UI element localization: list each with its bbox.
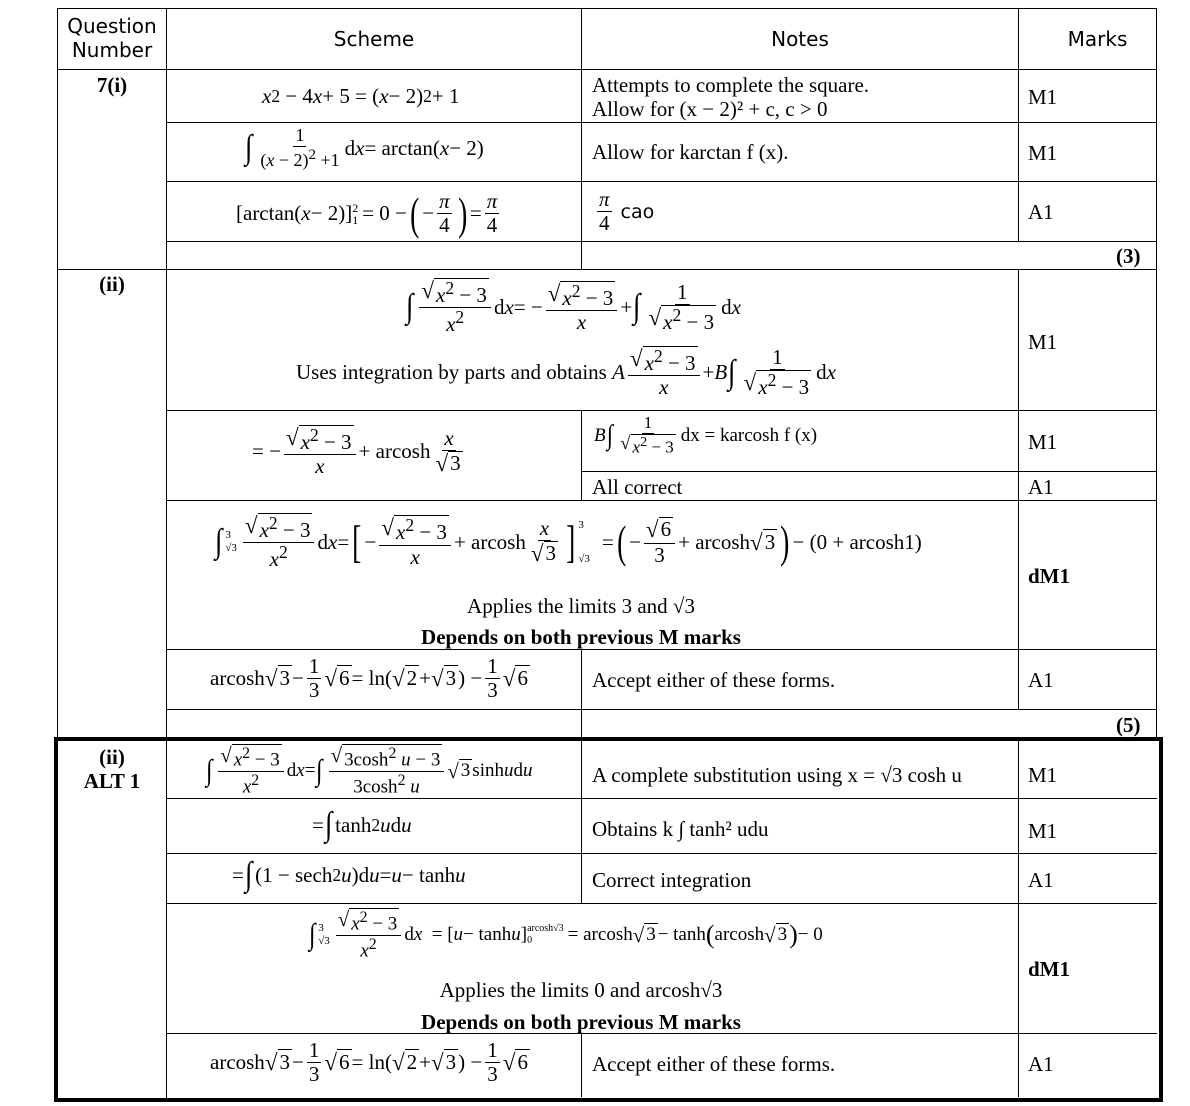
- note-7i-row3: $\frac{\pi}{4}$ cao: [599, 187, 655, 236]
- mark-7ii-row2b: A1: [1028, 475, 1054, 499]
- scheme-7ii-row4: arcosh √ 3 − $\frac{1}{3}$ √ 6 = ln( √ 2 + √ 3 ) − $\frac{1}{3}$ √ 6: [210, 654, 528, 703]
- scheme-7i-row3: [arctan( x − 2)] 2 1 = 0 − ( − $\frac{\pi}{4}$ ) = $\frac{\pi}{4}$: [236, 187, 498, 239]
- mark-7i-row3: A1: [1028, 200, 1054, 224]
- header-scheme: Scheme: [333, 27, 415, 51]
- mark-7ii-row1: M1: [1028, 330, 1058, 354]
- total-7i: (3): [1116, 244, 1141, 268]
- mark-alt1-row3: A1: [1028, 868, 1054, 892]
- scheme-alt1-row5: arcosh √ 3 − $\frac{1}{3}$ √ 6 = ln( √ 2 + √ 3 ) − $\frac{1}{3}$ √ 6: [210, 1038, 528, 1087]
- note-7i-row1: Attempts to complete the square. Allow for (x − 2)² + c, c > 0: [592, 73, 870, 121]
- scheme-7ii-row3-eq: ∫ 3 √3 √ $x^2 - 3$ $x^2$ d x = [ − √ $x^2 - 3$ x + arcosh x √ 3 ] 3 √3 = ( − √ 6 3 + arcosh √ 3 ) − (0 + arcosh1): [214, 511, 922, 571]
- mark-alt1-row2: M1: [1028, 819, 1058, 843]
- note-7ii-row2b: All correct: [592, 475, 683, 499]
- note-7i-row2: Allow for karctan f (x).: [592, 140, 789, 164]
- scheme-7ii-row1-eq: ∫ √ $x^2 - 3$ $x^2$ d x = − √ $x^2 - 3$ x + ∫ 1 √ $x^2 - 3$ d x: [405, 277, 741, 337]
- scheme-alt1-row3: = ∫ (1 − sech 2 u )d u = u − tanh u: [232, 856, 466, 893]
- question-label-alt1: (ii) ALT 1: [83, 745, 141, 793]
- mark-alt1-row4: dM1: [1028, 957, 1070, 981]
- header-notes: Notes: [771, 27, 829, 51]
- note-alt1-row2: Obtains k ∫ tanh² udu: [592, 817, 769, 841]
- note-alt1-row3: Correct integration: [592, 868, 752, 892]
- scheme-alt1-row4-eq: ∫ 3 √3 √ $x^2 - 3$ $x^2$ d x = [ u − tanh u ] arcosh√3 0 = arcosh √ 3 − tanh ( arcosh √ 3 ) − 0: [308, 907, 823, 962]
- scheme-alt1-row4-depends: Depends on both previous M marks: [421, 1010, 741, 1034]
- note-alt1-row5: Accept either of these forms.: [592, 1052, 836, 1076]
- mark-7i-row2: M1: [1028, 141, 1058, 165]
- scheme-7ii-row1-desc: Uses integration by parts and obtains A √ $x^2 - 3$ x + B ∫ 1 √ $x^2 - 3$ d x: [296, 345, 836, 400]
- header-marks: Marks: [1067, 27, 1128, 51]
- scheme-7ii-row3-limits: Applies the limits 3 and √3: [467, 594, 695, 618]
- mark-7ii-row2a: M1: [1028, 430, 1058, 454]
- mark-7ii-row4: A1: [1028, 668, 1054, 692]
- note-alt1-row1: A complete substitution using x = √3 cosh u: [592, 763, 962, 787]
- mark-7i-row1: M1: [1028, 85, 1058, 109]
- note-7ii-row4: Accept either of these forms.: [592, 668, 836, 692]
- scheme-7ii-row2: = − √ $x^2 - 3$ x + arcosh x √ 3: [252, 424, 461, 479]
- question-label-7ii: (ii): [99, 272, 125, 296]
- mark-alt1-row1: M1: [1028, 763, 1058, 787]
- note-7ii-row2a: B ∫ 1 √ $x^2 - 3$ dx = karcosh f (x): [594, 413, 818, 457]
- mark-7ii-row3: dM1: [1028, 564, 1070, 588]
- scheme-7i-row1: x 2 − 4 x + 5 = ( x − 2) 2 + 1: [262, 84, 460, 108]
- header-question-number: Question Number: [67, 14, 157, 62]
- mark-alt1-row5: A1: [1028, 1052, 1054, 1076]
- scheme-7i-row2: ∫ $\frac{1}{(x - 2)^2 +1}$ d x = arctan( x − 2): [244, 125, 484, 170]
- scheme-alt1-row1: ∫ √ $x^2 - 3$ $x^2$ d x = ∫ √ $3\cosh^2$ u − 3 $3\cosh^2$ u √ 3 sinh u d u: [205, 743, 533, 798]
- question-label-7i: 7(i): [96, 73, 128, 97]
- scheme-alt1-row2: = ∫ tanh 2 u d u: [312, 806, 412, 843]
- total-7ii: (5): [1116, 713, 1141, 737]
- scheme-7ii-row3-depends: Depends on both previous M marks: [421, 625, 741, 649]
- scheme-alt1-row4-limits: Applies the limits 0 and arcosh√3: [439, 978, 723, 1002]
